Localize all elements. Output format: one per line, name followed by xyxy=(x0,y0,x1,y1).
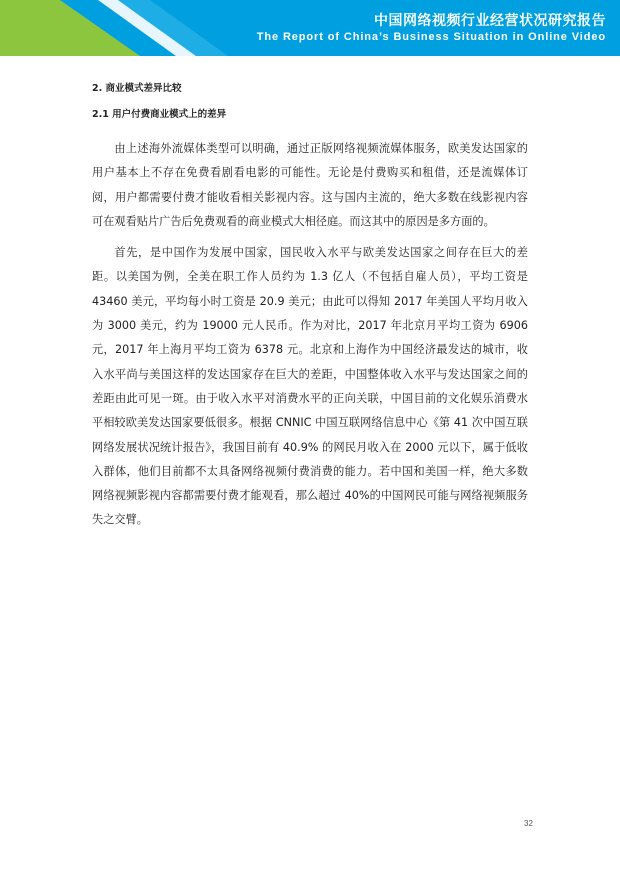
page-header xyxy=(0,0,620,56)
subsection-heading: 2.1 用户付费商业模式上的差异 xyxy=(92,109,227,120)
header-title-english: The Report of China’s Business Situation in Online Video xyxy=(256,31,606,43)
document-body xyxy=(92,82,528,533)
section-heading: 2. 商业模式差异比较 xyxy=(92,83,182,94)
paragraph-2: 首先，是中国作为发展中国家，国民收入水平与欧美发达国家之间存在巨大的差距。以美国为例，全美在职工作人员约为 1.3 亿人（不包括自雇人员），平均工资是 43460 美元，平均每小时工资是 20.9 美元；由此可以得知 2017 年美国人平均月收入为 3000 美元，约为 19000 元人民币。作为对比，2017 年北京月平均工资为 6906 元，2017 年上海月平均工资为 6378 元。北京和上海作为中国经济最发达的城市，收入水平尚与美国这样的发达国家存在巨大的差距，中国整体收入水平与发达国家之间的差距由此可见一斑。由于收入水平对消费水平的正向关联，中国目前的文化娱乐消费水平相较欧美发达国家要低很多。根据 CNNIC 中国互联网络信息中心《第 41 次中国互联网络发展状况统计报告》，我国目前有 40.9% 的网民月收入在 2000 元以下，属于低收入群体，他们目前都不太具备网络视频付费消费的能力。若中国和美国一样，绝大多数网络视频影视内容都需要付费才能观看，那么超过 40%的中国网民可能与网络视频服务失之交臂。 xyxy=(92,246,528,527)
header-title-chinese: 中国网络视频行业经营状况研究报告 xyxy=(374,13,606,29)
page-number: 32 xyxy=(524,819,533,828)
paragraph-1: 由上述海外流媒体类型可以明确，通过正版网络视频流媒体服务，欧美发达国家的用户基本上不存在免费看剧看电影的可能性。无论是付费购买和租借，还是流媒体订阅，用户都需要付费才能收看相关影视内容。这与国内主流的，绝大多数在线影视内容可在观看贴片广告后免费观看的商业模式大相径庭。而这其中的原因是多方面的。 xyxy=(92,142,528,228)
